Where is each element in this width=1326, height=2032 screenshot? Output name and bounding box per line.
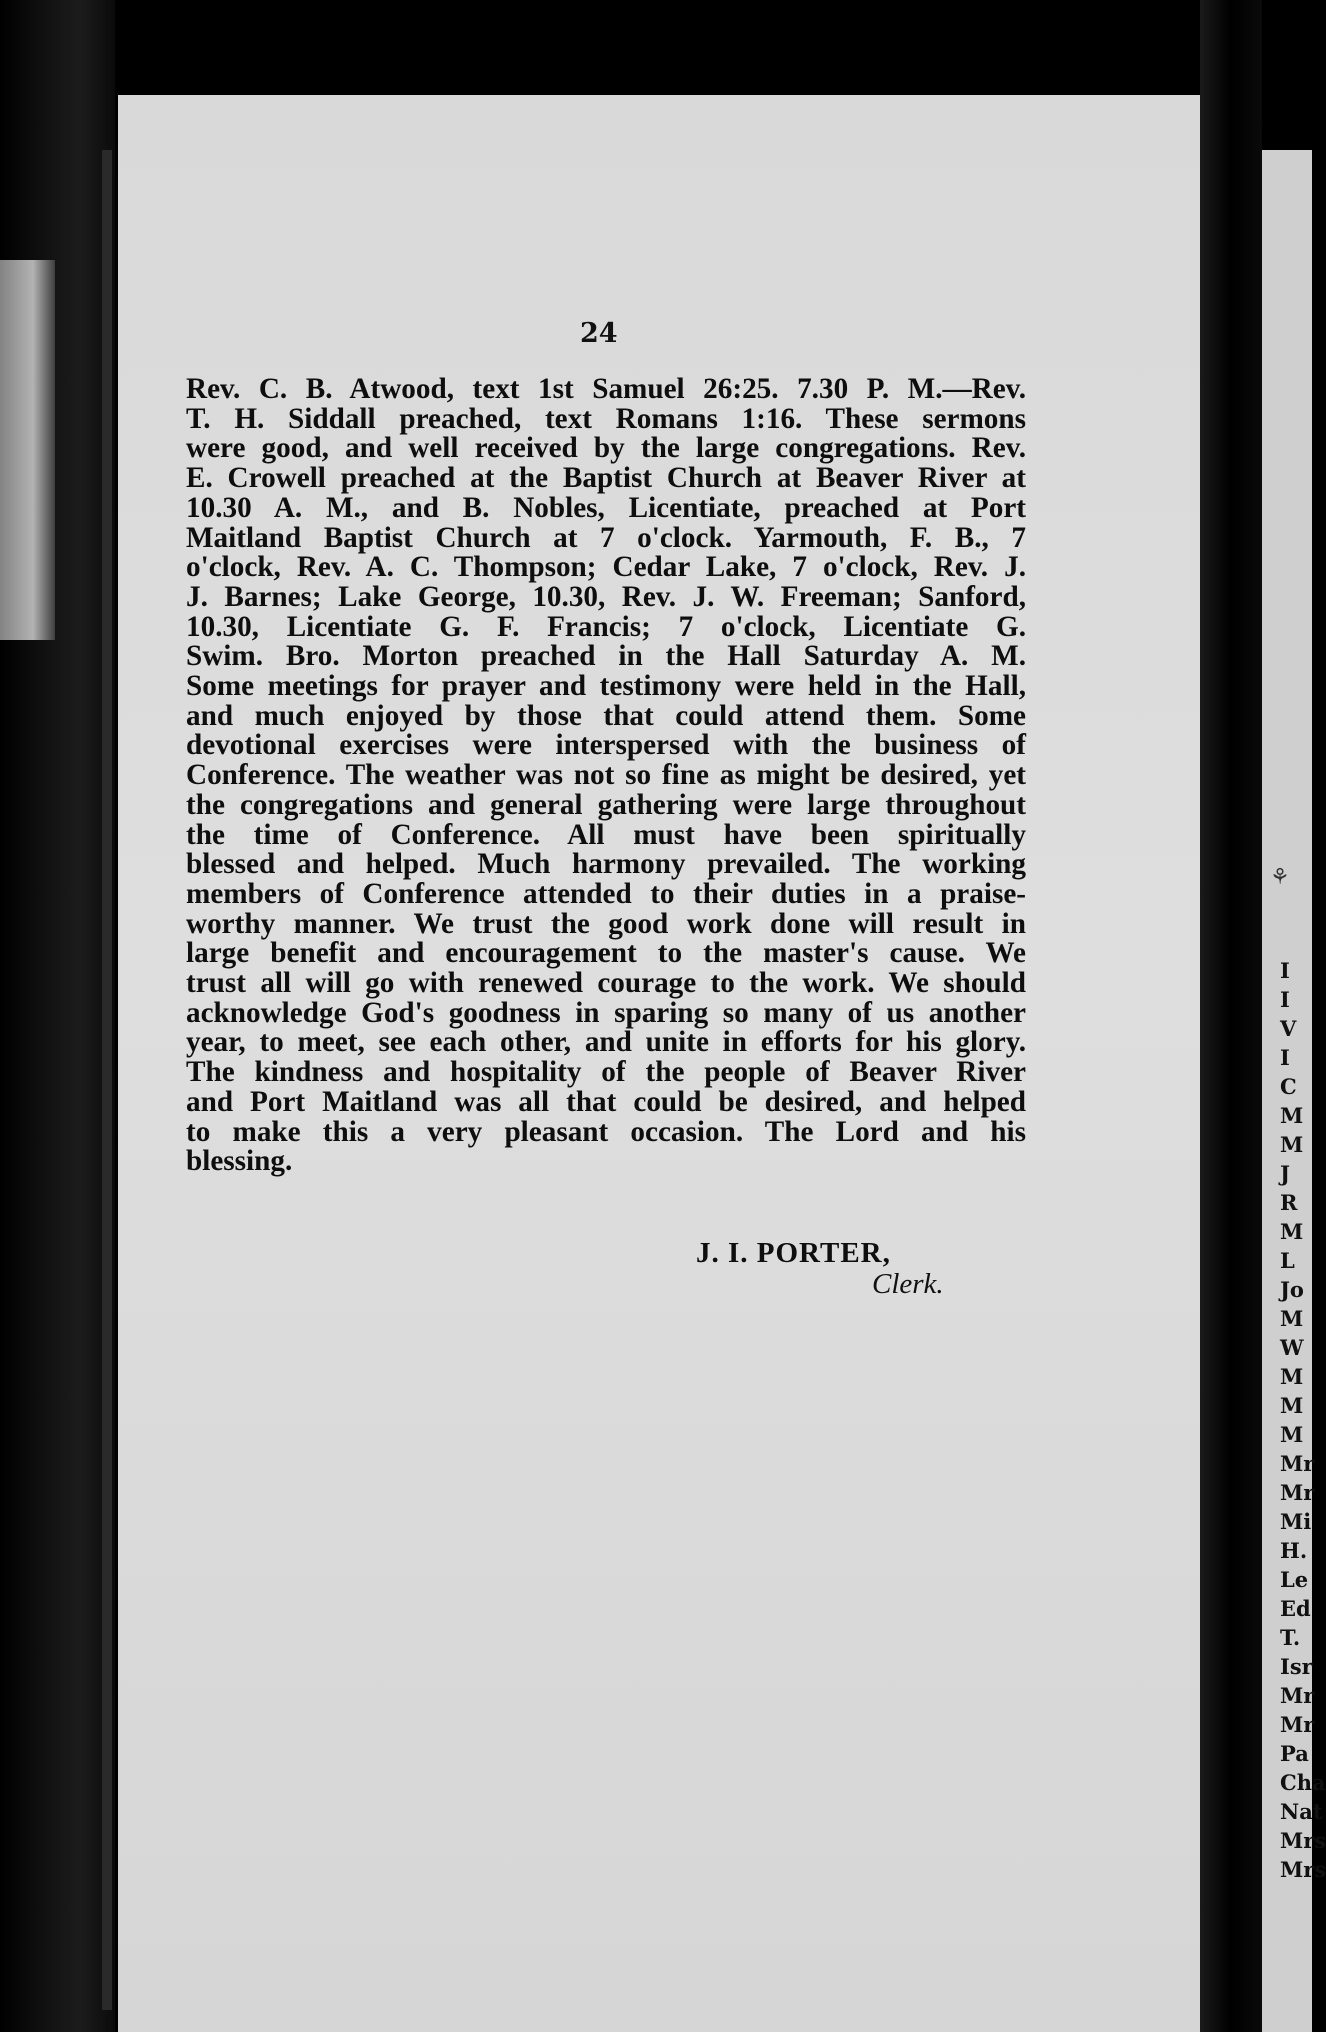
right-page-letter: Cha — [1280, 1770, 1326, 1795]
text-line: blessed and helped. Much harmony prevailed. The working — [186, 848, 1026, 881]
right-page-letter: M — [1280, 1219, 1304, 1244]
signature-name: J. I. PORTER, — [696, 1237, 891, 1269]
text-line: large benefit and encouragement to the master's cause. We — [186, 937, 1026, 970]
right-page-letter: Mi — [1280, 1509, 1312, 1534]
text-line: Rev. C. B. Atwood, text 1st Samuel 26:25. 7.30 P. M.—Rev. — [186, 373, 1026, 405]
right-page-letter: T. — [1280, 1625, 1301, 1650]
right-page-letter: M — [1280, 1306, 1304, 1331]
text-line: to make this a very pleasant occasion. The Lord and his — [186, 1115, 1026, 1148]
right-page-letter: M — [1280, 1422, 1304, 1447]
right-page-letter: Jo — [1280, 1277, 1304, 1302]
text-line: year, to meet, see each other, and unite in efforts for his glory. — [186, 1026, 1026, 1059]
text-line: J. Barnes; Lake George, 10.30, Rev. J. W. Freeman; Sanford, — [186, 580, 1026, 613]
right-page-letter: Isr — [1280, 1654, 1313, 1679]
right-page-letter: J — [1280, 1161, 1290, 1186]
text-line: members of Conference attended to their duties in a praise- — [186, 877, 1026, 910]
text-line: Conference. The weather was not so fine as might be desired, yet — [186, 759, 1026, 792]
right-page-letter: Mr — [1280, 1712, 1315, 1737]
text-line-last: blessing. — [186, 1145, 293, 1178]
right-page-letter: R — [1280, 1190, 1298, 1215]
body-paragraph — [186, 375, 1026, 1177]
text-line: Some meetings for prayer and testimony were held in the Hall, — [186, 670, 1026, 703]
text-line: were good, and well received by the large congregations. Rev. — [186, 432, 1026, 465]
right-page-letter: Mrs — [1280, 1857, 1326, 1882]
text-line: The kindness and hospitality of the people of Beaver River — [186, 1056, 1026, 1089]
right-page-letter: L — [1280, 1248, 1295, 1273]
page-number: 24 — [580, 318, 618, 349]
right-page-letter: Nat — [1280, 1799, 1323, 1824]
text-line: E. Crowell preached at the Baptist Church at Beaver River at — [186, 462, 1026, 495]
right-page-letter: C — [1280, 1074, 1297, 1099]
right-page-letter: H. — [1280, 1538, 1308, 1563]
right-page-letter: W — [1280, 1335, 1304, 1360]
binding-highlight — [0, 260, 55, 640]
text-line: and much enjoyed by those that could attend them. Some — [186, 699, 1026, 732]
binding-edge — [102, 150, 112, 2010]
text-line: o'clock, Rev. A. C. Thompson; Cedar Lake, 7 o'clock, Rev. J. — [186, 551, 1026, 584]
right-page-letter: Mr — [1280, 1683, 1315, 1708]
right-page-letter: Pa — [1280, 1741, 1309, 1766]
right-page-letter: I — [1280, 958, 1290, 983]
text-line: trust all will go with renewed courage to the work. We should — [186, 967, 1026, 1000]
text-line: 10.30 A. M., and B. Nobles, Licentiate, preached at Port — [186, 491, 1026, 524]
right-page-letter: I — [1280, 987, 1290, 1012]
right-page-letter: Mrs — [1280, 1828, 1326, 1853]
text-line: 10.30, Licentiate G. F. Francis; 7 o'clock, Licentiate G. — [186, 610, 1026, 643]
text-line: Maitland Baptist Church at 7 o'clock. Yarmouth, F. B., 7 — [186, 521, 1026, 554]
right-page-letter: M — [1280, 1132, 1304, 1157]
right-page-letter: M — [1280, 1103, 1304, 1128]
text-line: and Port Maitland was all that could be desired, and helped — [186, 1085, 1026, 1118]
text-line: devotional exercises were interspersed with the business of — [186, 729, 1026, 762]
right-page-letter: Ed — [1280, 1596, 1311, 1621]
right-page-letter: Le — [1280, 1567, 1309, 1592]
text-line: acknowledge God's goodness in sparing so many of us another — [186, 996, 1026, 1029]
text-line: worthy manner. We trust the good work done will result in — [186, 907, 1026, 940]
right-page-letter: Mr — [1280, 1451, 1315, 1476]
text-line: T. H. Siddall preached, text Romans 1:16. These sermons — [186, 402, 1026, 435]
text-line: Swim. Bro. Morton preached in the Hall Saturday A. M. — [186, 640, 1026, 673]
right-page-letter: M — [1280, 1393, 1304, 1418]
right-page-letter: I — [1280, 1045, 1290, 1070]
text-line: the congregations and general gathering were large throughout — [186, 788, 1026, 821]
ink-smudge-icon: ⚘ — [1270, 865, 1290, 890]
right-page-letter: M — [1280, 1364, 1304, 1389]
text-line: the time of Conference. All must have been spiritually — [186, 818, 1026, 851]
right-page-letter: V — [1280, 1016, 1297, 1041]
signature-title: Clerk. — [872, 1268, 944, 1300]
right-page-letter: Mr — [1280, 1480, 1315, 1505]
page-gutter — [1200, 0, 1262, 2032]
